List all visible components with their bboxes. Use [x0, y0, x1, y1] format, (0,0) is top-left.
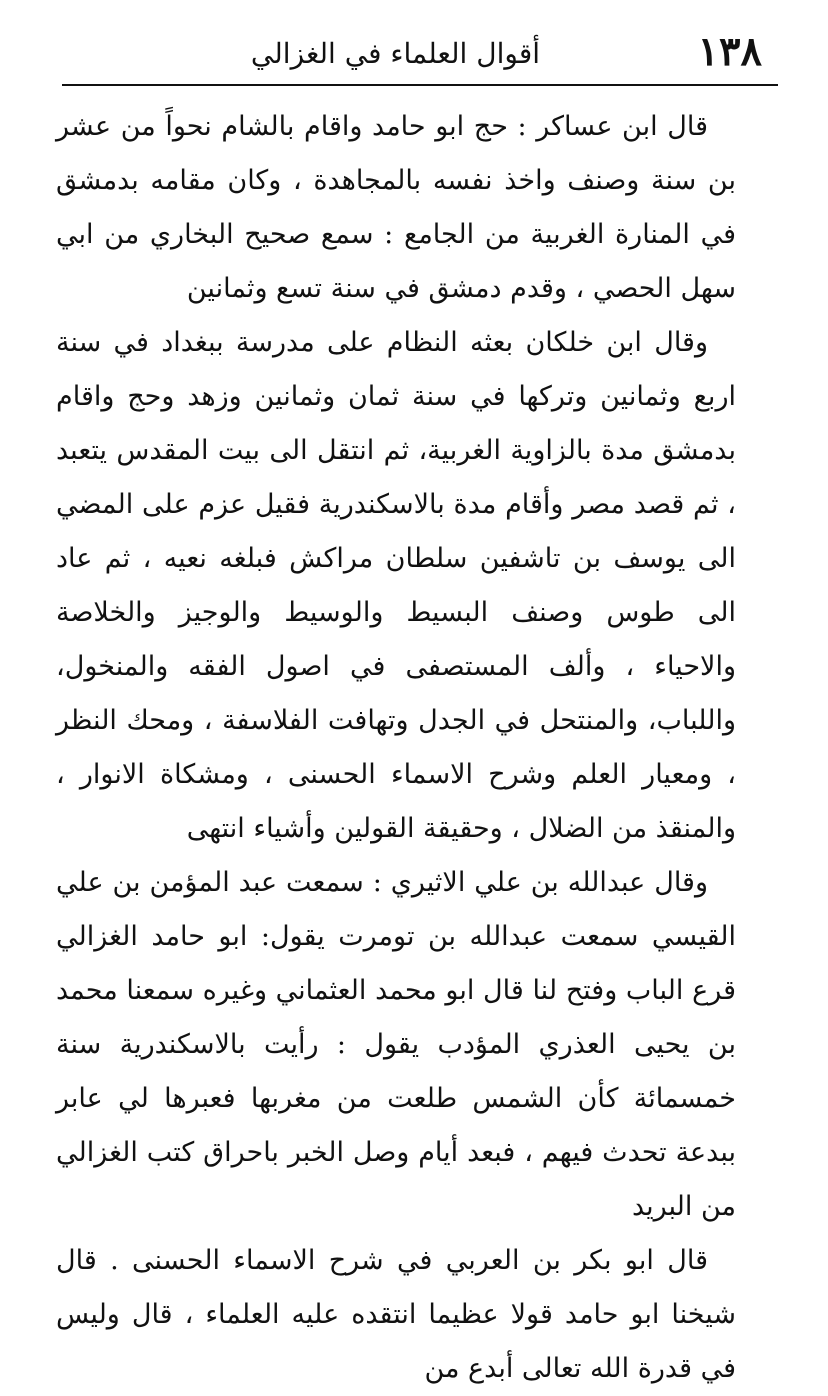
paragraph-ibn-al-arabi: قال ابو بكر بن العربي في شرح الاسماء الحسنى . قال شيخنا ابو حامد قولا عظيما انتقده عليه العلماء ، قال وليس في قدرة الله تعالى أبدع من: [56, 1245, 736, 1384]
page-body: [56, 100, 736, 1396]
page-header: [62, 22, 780, 80]
header-rule: [62, 84, 778, 86]
paragraph-ibn-khallikan: وقال ابن خلكان بعثه النظام على مدرسة ببغداد في سنة اربع وثمانين وتركها في سنة ثمان وثمانين وزهد وحج واقام بدمشق مدة بالزاوية الغربية، ثم انتقل الى بيت المقدس يتعبد ، ثم قصد مصر وأقام مدة بالاسكندرية فقيل عزم على المضي الى يوسف بن تاشفين سلطان مراكش فبلغه نعيه ، ثم عاد الى طوس وصنف البسيط والوسيط والوجيز والخلاصة والاحياء ، وألف المستصفى في اصول الفقه والمنخول، واللباب، والمنتحل في الجدل وتهافت الفلاسفة ، ومحك النظر ، ومعيار العلم وشرح الاسماء الحسنى ، ومشكاة الانوار ، والمنقذ من الضلال ، وحقيقة القولين وأشياء انتهى: [56, 327, 736, 844]
paragraph-athiri: وقال عبدالله بن علي الاثيري : سمعت عبد المؤمن بن علي القيسي سمعت عبدالله بن تومرت يقول: ابو حامد الغزالي قرع الباب وفتح لنا قال ابو محمد العثماني وغيره سمعنا محمد بن يحيى العذري المؤدب يقول : رأيت بالاسكندرية سنة خمسمائة كأن الشمس طلعت من مغربها فعبرها لي عابر ببدعة تحدث فيهم ، فبعد أيام وصل الخبر باحراق كتب الغزالي من البريد: [56, 867, 736, 1222]
page-number: ١٣٨: [697, 28, 762, 75]
running-title: أقوال العلماء في الغزالي: [250, 37, 540, 70]
paragraph-ibn-asakir: قال ابن عساكر : حج ابو حامد واقام بالشام نحواً من عشر بن سنة وصنف واخذ نفسه بالمجاهدة ، وكان مقامه بدمشق في المنارة الغربية من الجامع : سمع صحيح البخاري من ابي سهل الحصي ، وقدم دمشق في سنة تسع وثمانين: [56, 111, 736, 304]
